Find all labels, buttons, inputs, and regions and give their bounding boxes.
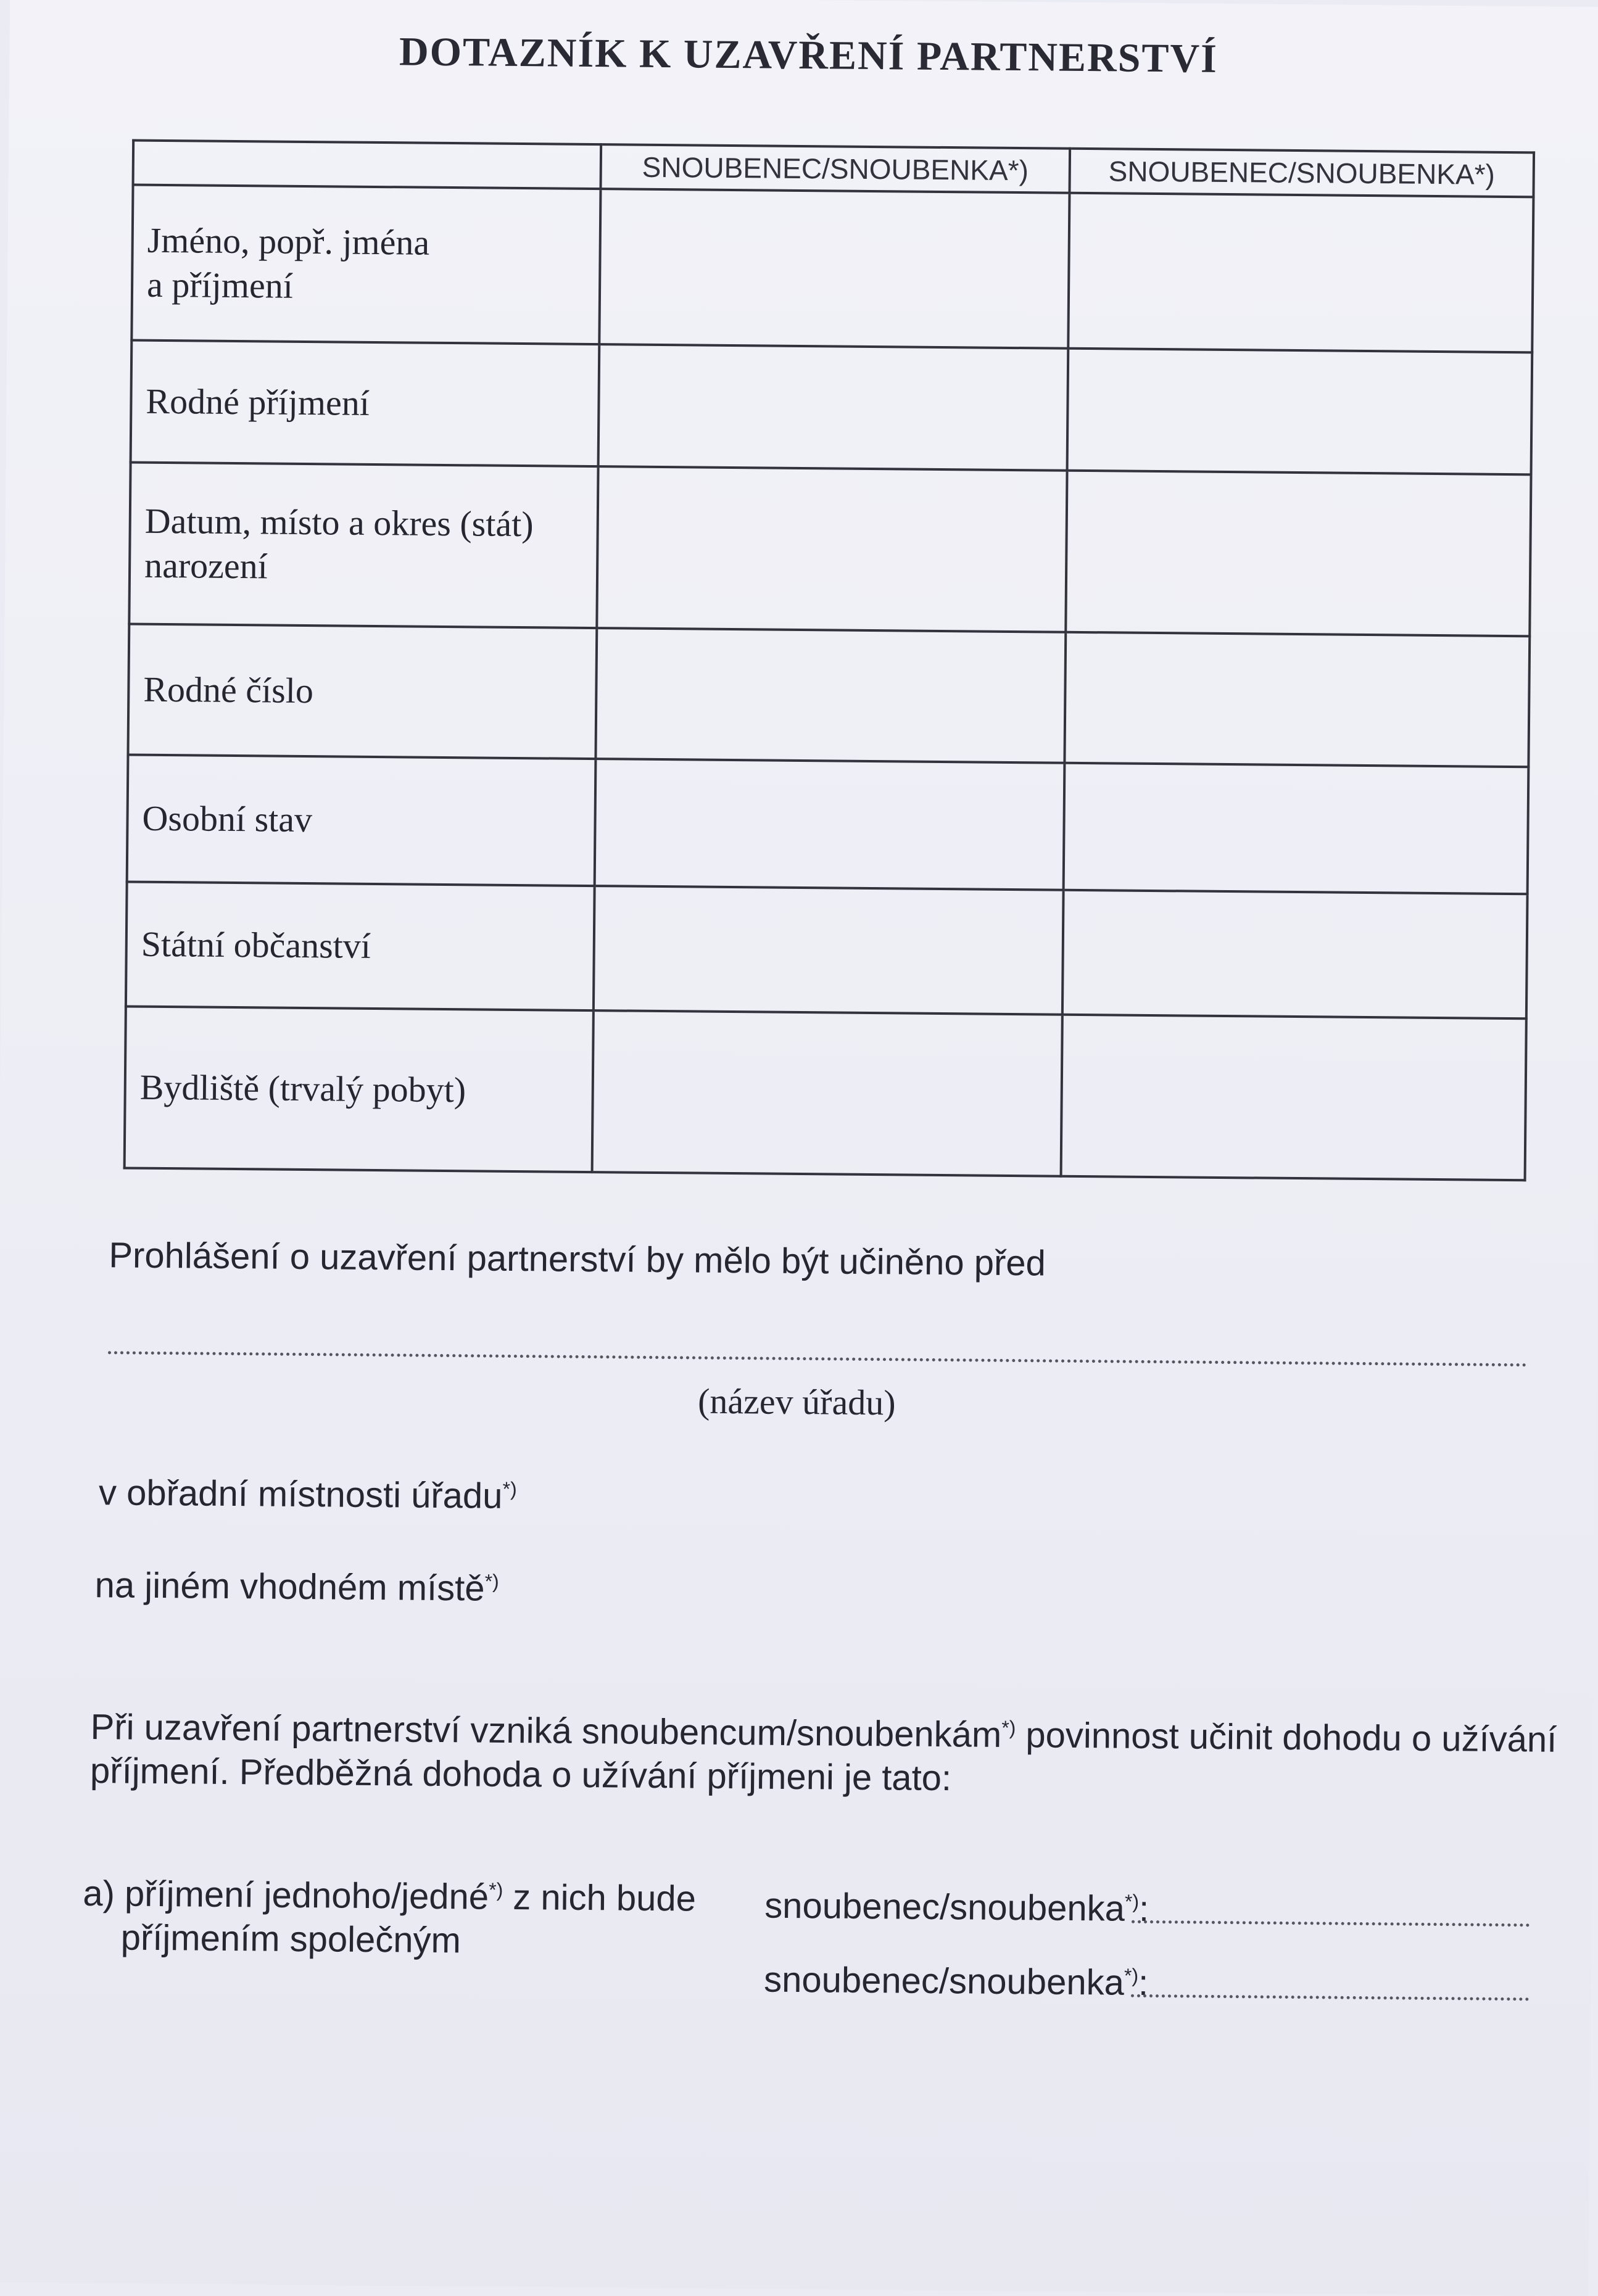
table-row — [125, 1006, 1526, 1180]
field-birth-date-place-partner-2[interactable] — [1066, 471, 1531, 637]
table-row — [131, 185, 1533, 353]
text-span: snoubenec/snoubenka — [764, 1885, 1125, 1929]
text-span: snoubenec/snoubenka — [763, 1959, 1125, 2003]
field-birth-number-partner-1[interactable] — [595, 628, 1066, 763]
surname-field-partner-2[interactable] — [1131, 1994, 1529, 2001]
field-birth-surname-partner-1[interactable] — [598, 344, 1069, 471]
surname-field-partner-1[interactable] — [1132, 1920, 1530, 1927]
fill-label-partner-2 — [764, 1959, 1149, 2005]
row-label-residence — [125, 1006, 594, 1172]
table-row — [128, 624, 1530, 767]
option-other-place[interactable] — [94, 1564, 499, 1611]
field-residence-partner-2[interactable] — [1061, 1015, 1526, 1181]
row-label-line: Datum, místo a okres (stát) — [144, 500, 534, 544]
office-name-field[interactable] — [108, 1351, 1527, 1366]
text-span: Při uzavření partnerství vzniká snoubencum/snoubenkám — [90, 1707, 1002, 1755]
field-birth-date-place-partner-1[interactable] — [597, 466, 1067, 632]
text-span: : — [1138, 1962, 1149, 2003]
office-name-caption: (název úřadu) — [697, 1381, 896, 1423]
footnote-mark: *) — [484, 1570, 499, 1593]
partner-form-table — [123, 139, 1535, 1182]
text-span: a) příjmení jednoho/jedné — [83, 1873, 489, 1917]
table-row — [129, 463, 1531, 637]
option-a-line — [83, 1872, 696, 1921]
table-row — [126, 882, 1528, 1018]
row-label-birth-number — [128, 624, 597, 759]
footnote-mark: *) — [1001, 1716, 1016, 1739]
field-birth-surname-partner-2[interactable] — [1067, 349, 1533, 475]
declaration-text: Prohlášení o uzavření partnerství by mělo být učiněno před — [109, 1235, 1046, 1284]
row-label-line: Bydliště (trvalý pobyt) — [139, 1067, 466, 1110]
row-label-birth-date-place — [129, 463, 598, 629]
surname-option-a — [82, 1872, 696, 1965]
row-label-name — [131, 185, 600, 345]
row-label-marital-status — [127, 754, 596, 886]
field-citizenship-partner-2[interactable] — [1062, 890, 1528, 1019]
table-header-corner — [133, 141, 602, 189]
footnote-mark: *) — [502, 1477, 517, 1500]
table-row — [127, 754, 1529, 894]
field-name-partner-1[interactable] — [599, 189, 1069, 349]
surname-paragraph-line: příjmení. Předběžná dohoda o užívání příjmeni je tato: — [89, 1750, 952, 1798]
row-label-citizenship — [126, 882, 595, 1010]
row-label-line: Jméno, popř. jména — [147, 220, 430, 263]
footnote-mark: *) — [489, 1878, 503, 1901]
row-label-birth-surname — [131, 341, 600, 467]
text-span: z nich bude — [502, 1877, 697, 1919]
field-citizenship-partner-1[interactable] — [594, 886, 1064, 1015]
footnote-mark: *) — [1124, 1890, 1140, 1913]
row-label-line: Státní občanství — [141, 923, 371, 966]
option-ceremony-room-label: v obřadní místnosti úřadu — [98, 1472, 503, 1516]
row-label-line: Rodné příjmení — [146, 381, 370, 423]
field-name-partner-2[interactable] — [1068, 193, 1533, 353]
surname-agreement-paragraph — [90, 1706, 1571, 1806]
page-title: DOTAZNÍK K UZAVŘENÍ PARTNERSTVÍ — [399, 29, 1219, 81]
column-header-partner-1: SNOUBENEC/SNOUBENKA*) — [601, 144, 1070, 193]
text-span: : — [1138, 1888, 1149, 1929]
option-a-line: příjmením společným — [120, 1917, 462, 1961]
option-ceremony-room[interactable] — [99, 1471, 517, 1519]
field-marital-status-partner-1[interactable] — [595, 759, 1065, 890]
column-header-partner-2: SNOUBENEC/SNOUBENKA*) — [1069, 149, 1534, 197]
text-span: povinnost učinit dohodu o užívání — [1016, 1715, 1557, 1760]
footnote-mark: *) — [1124, 1964, 1139, 1987]
fill-label-partner-1 — [764, 1885, 1149, 1931]
table-row — [131, 341, 1533, 475]
field-residence-partner-1[interactable] — [592, 1010, 1062, 1176]
row-label-line: Osobní stav — [142, 798, 313, 840]
row-label-line: narození — [144, 545, 268, 587]
field-marital-status-partner-2[interactable] — [1064, 763, 1529, 894]
option-other-place-label: na jiném vhodném místě — [94, 1565, 485, 1609]
row-label-line: Rodné číslo — [143, 669, 314, 711]
row-label-line: a příjmení — [146, 264, 294, 306]
field-birth-number-partner-2[interactable] — [1064, 632, 1530, 767]
